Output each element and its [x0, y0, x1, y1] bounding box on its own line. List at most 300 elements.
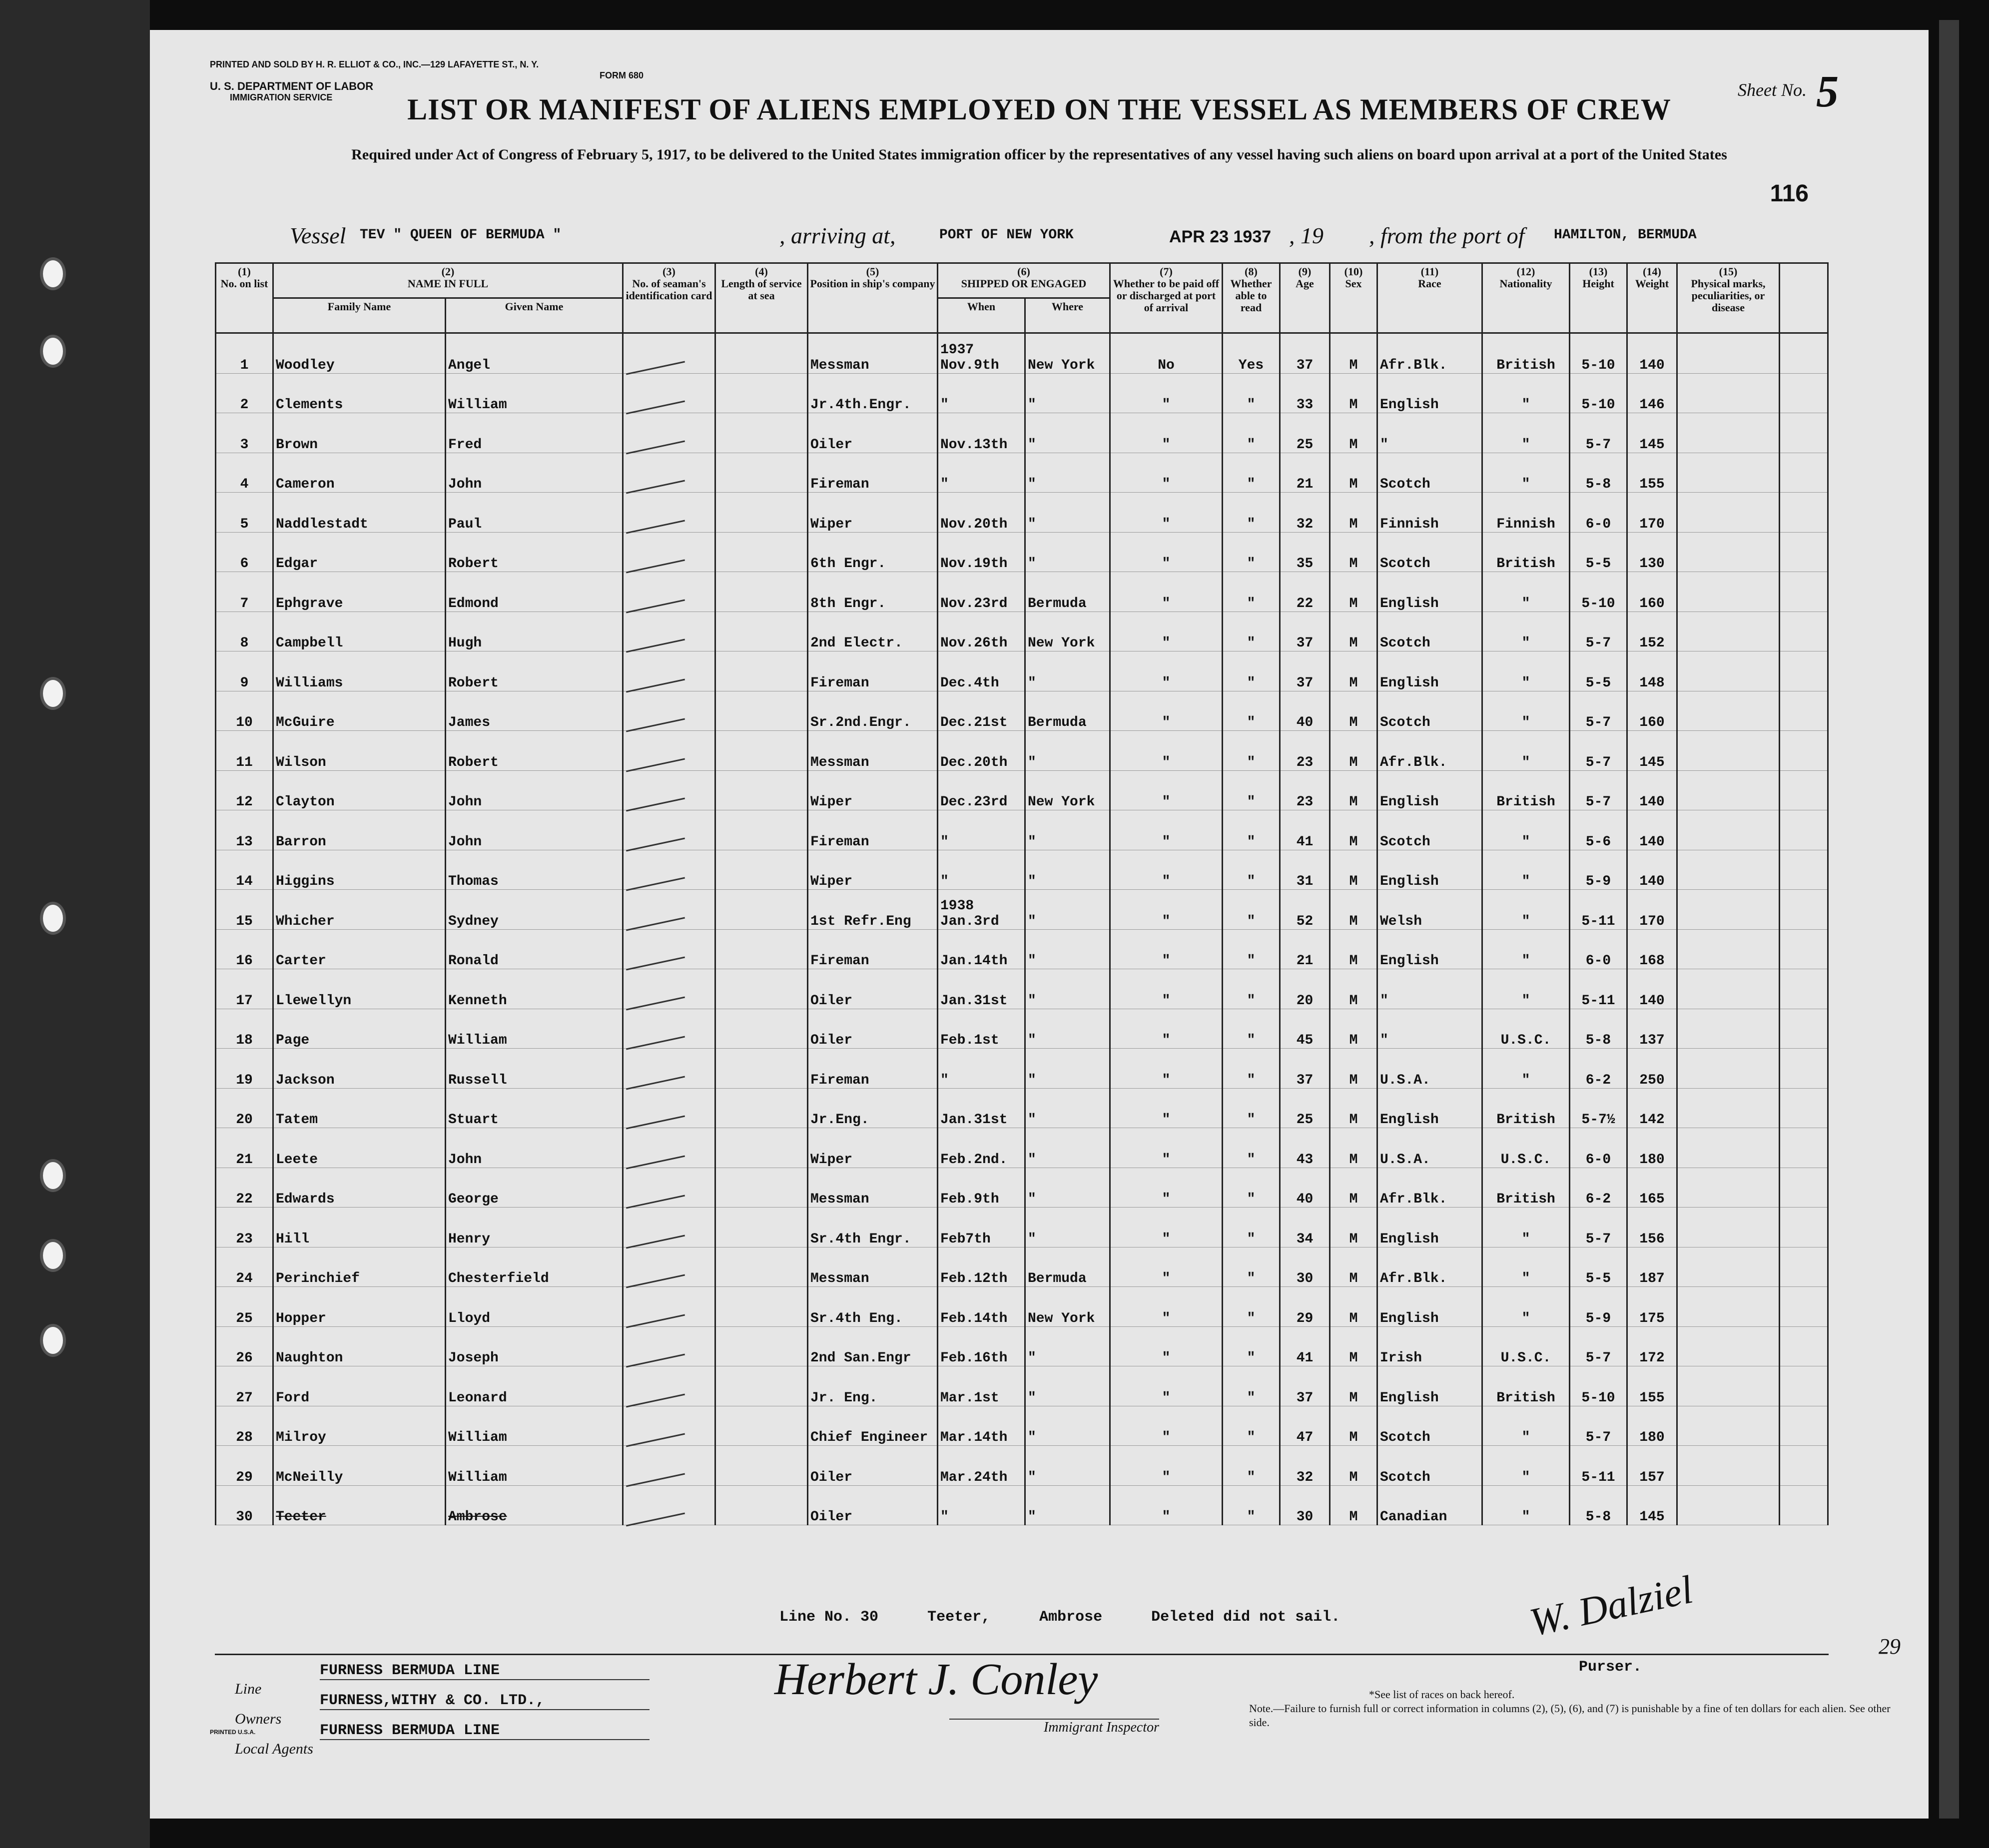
- shipped-when: [938, 929, 1025, 969]
- height: [1570, 1088, 1627, 1128]
- height-text: 5-9: [1585, 1310, 1611, 1326]
- row-number: [216, 929, 273, 969]
- owners-value: FURNESS,WITHY & CO. LTD.,: [320, 1692, 650, 1710]
- age-text: 52: [1296, 913, 1314, 929]
- family-name: [273, 1168, 446, 1208]
- nationality: [1482, 1366, 1570, 1406]
- height: [1570, 969, 1627, 1009]
- row-number: [216, 731, 273, 771]
- sex: [1330, 691, 1377, 731]
- given-name-text: Joseph: [448, 1350, 499, 1366]
- row-number: [216, 1326, 273, 1366]
- given-name: [446, 890, 623, 930]
- given-name: [446, 572, 623, 612]
- given-name: [446, 413, 623, 453]
- blank-cell: [1780, 1128, 1828, 1168]
- paid-off-text: ": [1162, 913, 1171, 929]
- shipped-when: [938, 1366, 1025, 1406]
- binder-hole: [40, 1239, 66, 1272]
- sex-text: M: [1349, 913, 1358, 929]
- physical-marks: [1677, 770, 1780, 810]
- nationality-text: ": [1521, 437, 1530, 453]
- shipped-when-text: Jan.14th: [940, 953, 1008, 969]
- shipped-when: [938, 810, 1025, 850]
- able-to-read: [1223, 1088, 1280, 1128]
- weight-text: 142: [1639, 1112, 1665, 1128]
- race: [1377, 1088, 1482, 1128]
- nationality-text: ": [1521, 635, 1530, 651]
- age-text: 31: [1296, 874, 1314, 889]
- shipped-where: [1025, 612, 1110, 651]
- shipped-when: [938, 1128, 1025, 1168]
- able-to-read: [1223, 969, 1280, 1009]
- nationality-text: ": [1521, 596, 1530, 612]
- position-text: Oiler: [810, 437, 853, 453]
- purser-signature: W. Dalziel: [1526, 1567, 1697, 1645]
- blank-cell: [1780, 532, 1828, 572]
- paid-off-text: ": [1162, 834, 1171, 850]
- sex-text: M: [1349, 516, 1358, 532]
- id-card-cell: [623, 1128, 715, 1168]
- given-name: [446, 1088, 623, 1128]
- blank-cell: [1780, 493, 1828, 533]
- row-number: [216, 333, 273, 374]
- card-check-mark: [626, 877, 685, 891]
- sex: [1330, 1128, 1377, 1168]
- weight: [1627, 969, 1677, 1009]
- physical-marks: [1677, 612, 1780, 651]
- nationality: [1482, 1247, 1570, 1287]
- shipped-when: [938, 1208, 1025, 1247]
- row-number: [216, 1088, 273, 1128]
- position: [808, 413, 938, 453]
- able-to-read: [1223, 413, 1280, 453]
- id-card-cell: [623, 1168, 715, 1208]
- nationality-text: ": [1521, 397, 1530, 413]
- height-text: 5-7: [1585, 715, 1611, 730]
- family-name-text: Hill: [276, 1231, 310, 1247]
- nationality-text: ": [1521, 1310, 1530, 1326]
- paid-off-text: ": [1162, 397, 1171, 413]
- shipped-when: [938, 1406, 1025, 1446]
- shipped-when-text: Mar.1st: [940, 1390, 999, 1406]
- race: [1377, 1247, 1482, 1287]
- shipped-where-text: ": [1028, 1033, 1036, 1048]
- sex-text: M: [1349, 357, 1358, 373]
- sex-text: M: [1349, 874, 1358, 889]
- blank-cell: [1780, 1247, 1828, 1287]
- shipped-when: [938, 1009, 1025, 1049]
- height: [1570, 1287, 1627, 1327]
- nationality: [1482, 770, 1570, 810]
- row-number-text: 18: [236, 1033, 253, 1048]
- able-to-read: [1223, 1287, 1280, 1327]
- weight: [1627, 1485, 1677, 1525]
- shipped-year: 1938: [940, 898, 974, 914]
- age: [1280, 770, 1330, 810]
- weight: [1627, 333, 1677, 374]
- nationality-text: ": [1521, 834, 1530, 850]
- family-name: [273, 850, 446, 890]
- col-blank-header: [1780, 263, 1828, 333]
- weight-text: 156: [1639, 1231, 1665, 1247]
- shipped-when: [938, 333, 1025, 374]
- position: [808, 1009, 938, 1049]
- age: [1280, 651, 1330, 691]
- inspector-label: Immigrant Inspector: [949, 1719, 1159, 1736]
- family-name: [273, 1088, 446, 1128]
- nationality-text: ": [1521, 874, 1530, 889]
- sex: [1330, 1406, 1377, 1446]
- family-name-text: Naughton: [276, 1350, 343, 1366]
- row-number: [216, 770, 273, 810]
- age-text: 37: [1296, 1072, 1314, 1088]
- deletion-text: Deleted did not sail.: [1151, 1609, 1340, 1626]
- able-to-read-text: ": [1247, 1112, 1256, 1128]
- service-cell: [715, 691, 808, 731]
- position-text: 6th Engr.: [810, 556, 886, 572]
- position-text: Fireman: [810, 1072, 869, 1088]
- paid-off-text: ": [1162, 1390, 1171, 1406]
- shipped-when-text: Dec.20th: [940, 754, 1008, 770]
- race-text: Scotch: [1380, 635, 1430, 651]
- family-name: [273, 1128, 446, 1168]
- shipped-where-text: Bermuda: [1028, 596, 1087, 612]
- binder-hole: [40, 1324, 66, 1357]
- position-text: Oiler: [810, 1469, 853, 1485]
- blank-cell: [1780, 810, 1828, 850]
- shipped-when-text: Feb.14th: [940, 1310, 1008, 1326]
- row-number-text: 1: [240, 357, 249, 373]
- col-shipped-header: (6) SHIPPED OR ENGAGED: [938, 263, 1110, 298]
- service-cell: [715, 1009, 808, 1049]
- position-text: Jr.Eng.: [810, 1112, 869, 1128]
- shipped-where-text: ": [1028, 675, 1036, 691]
- col-family-name-header: Family Name: [273, 298, 446, 333]
- age-text: 43: [1296, 1152, 1314, 1168]
- nationality: [1482, 1406, 1570, 1446]
- nationality-text: British: [1496, 556, 1555, 572]
- given-name-text: Robert: [448, 675, 499, 691]
- height: [1570, 850, 1627, 890]
- position: [808, 1326, 938, 1366]
- age-text: 29: [1296, 1310, 1314, 1326]
- paid-off: [1110, 373, 1223, 413]
- able-to-read: [1223, 612, 1280, 651]
- family-name-text: Wilson: [276, 754, 326, 770]
- age: [1280, 373, 1330, 413]
- shipped-when: [938, 691, 1025, 731]
- paid-off: [1110, 1485, 1223, 1525]
- penalty-note: Note.—Failure to furnish full or correct information in columns (2), (5), (6), and (7) is punishable by a fine of ten dollars for each alien. See other side.: [1249, 1702, 1891, 1729]
- family-name: [273, 770, 446, 810]
- able-to-read-text: ": [1247, 556, 1256, 572]
- height-text: 6-0: [1585, 516, 1611, 532]
- paid-off-text: ": [1162, 1509, 1171, 1525]
- service-cell: [715, 572, 808, 612]
- family-name: [273, 1287, 446, 1327]
- race: [1377, 1009, 1482, 1049]
- shipped-when-text: ": [940, 834, 949, 850]
- age: [1280, 413, 1330, 453]
- height: [1570, 572, 1627, 612]
- race-text: ": [1380, 993, 1388, 1009]
- binder-strip: [0, 0, 150, 1848]
- age: [1280, 612, 1330, 651]
- able-to-read: [1223, 731, 1280, 771]
- service-cell: [715, 493, 808, 533]
- nationality: [1482, 1009, 1570, 1049]
- given-name-text: Ronald: [448, 953, 499, 969]
- sex-text: M: [1349, 953, 1358, 969]
- race-text: English: [1380, 1310, 1439, 1326]
- shipped-when-text: Feb.1st: [940, 1033, 999, 1048]
- paid-off-text: ": [1162, 556, 1171, 572]
- col-read-header: (8) Whether able to read: [1223, 263, 1280, 333]
- physical-marks: [1677, 453, 1780, 493]
- able-to-read: [1223, 1406, 1280, 1446]
- sex: [1330, 493, 1377, 533]
- service-cell: [715, 1088, 808, 1128]
- paid-off: [1110, 1208, 1223, 1247]
- age: [1280, 333, 1330, 374]
- race: [1377, 612, 1482, 651]
- race: [1377, 572, 1482, 612]
- weight: [1627, 572, 1677, 612]
- physical-marks: [1677, 1009, 1780, 1049]
- row-number-text: 16: [236, 953, 253, 969]
- col-id-card-header: (3) No. of seaman's identification card: [623, 263, 715, 333]
- race-text: English: [1380, 675, 1439, 691]
- crew-manifest-table: [215, 262, 1829, 1574]
- sex-text: M: [1349, 754, 1358, 770]
- able-to-read-text: ": [1247, 516, 1256, 532]
- age: [1280, 572, 1330, 612]
- card-check-mark: [626, 1314, 685, 1328]
- shipped-when-text: Nov.19th: [940, 556, 1008, 572]
- race: [1377, 453, 1482, 493]
- race-text: Scotch: [1380, 556, 1430, 572]
- binder-hole: [40, 335, 66, 368]
- deletion-line-number: Line No. 30: [779, 1609, 879, 1626]
- position: [808, 810, 938, 850]
- given-name: [446, 929, 623, 969]
- shipped-where-text: ": [1028, 1231, 1036, 1247]
- shipped-where-text: New York: [1028, 1310, 1095, 1326]
- sex-text: M: [1349, 1072, 1358, 1088]
- nationality-text: ": [1521, 754, 1530, 770]
- able-to-read: [1223, 373, 1280, 413]
- line-owners-agents: [235, 1656, 545, 1764]
- family-name: [273, 612, 446, 651]
- col-service-header: (4) Length of service at sea: [715, 263, 808, 333]
- age-text: 37: [1296, 635, 1314, 651]
- page-subtitle: Required under Act of Congress of February 5, 1917, to be delivered to the United States immigration officer by the representatives of any vessel having such aliens on board upon arrival at a port of the United States: [351, 146, 1727, 163]
- id-card-cell: [623, 1446, 715, 1486]
- col-given-name-header: Given Name: [446, 298, 623, 333]
- able-to-read: [1223, 850, 1280, 890]
- service-cell: [715, 1128, 808, 1168]
- sex: [1330, 731, 1377, 771]
- shipped-when: [938, 373, 1025, 413]
- position-text: Oiler: [810, 1509, 853, 1525]
- race: [1377, 1128, 1482, 1168]
- position-text: Fireman: [810, 834, 869, 850]
- weight: [1627, 493, 1677, 533]
- able-to-read-text: ": [1247, 794, 1256, 810]
- row-number: [216, 572, 273, 612]
- shipped-when-text: Nov.20th: [940, 516, 1008, 532]
- race-text: Irish: [1380, 1350, 1422, 1366]
- row-number-text: 7: [240, 596, 249, 612]
- given-name: [446, 1485, 623, 1525]
- row-number: [216, 493, 273, 533]
- race-text: ": [1380, 437, 1388, 453]
- able-to-read-text: ": [1247, 1469, 1256, 1485]
- race-text: U.S.A.: [1380, 1152, 1430, 1168]
- physical-marks: [1677, 1366, 1780, 1406]
- row-number-text: 27: [236, 1390, 253, 1406]
- weight-text: 140: [1639, 874, 1665, 889]
- given-name: [446, 493, 623, 533]
- able-to-read-text: ": [1247, 635, 1256, 651]
- shipped-where-text: ": [1028, 993, 1036, 1009]
- shipped-when: [938, 1247, 1025, 1287]
- paid-off-text: ": [1162, 953, 1171, 969]
- able-to-read: [1223, 691, 1280, 731]
- able-to-read-text: ": [1247, 1192, 1256, 1207]
- shipped-when-text: Jan.31st: [940, 1112, 1008, 1128]
- blank-cell: [1780, 413, 1828, 453]
- shipped-when: [938, 969, 1025, 1009]
- card-check-mark: [626, 917, 685, 931]
- able-to-read-text: ": [1247, 874, 1256, 889]
- height-text: 5-7: [1585, 635, 1611, 651]
- shipped-when: [938, 493, 1025, 533]
- physical-marks: [1677, 890, 1780, 930]
- shipped-when: [938, 572, 1025, 612]
- col-position-header: (5) Position in ship's company: [808, 263, 938, 333]
- weight-text: 137: [1639, 1033, 1665, 1048]
- table-row: [216, 1168, 1828, 1208]
- physical-marks: [1677, 1168, 1780, 1208]
- blank-cell: [1780, 850, 1828, 890]
- weight-text: 187: [1639, 1271, 1665, 1286]
- given-name-text: John: [448, 834, 482, 850]
- weight: [1627, 1128, 1677, 1168]
- given-name: [446, 691, 623, 731]
- arrival-port: PORT OF NEW YORK: [939, 227, 1074, 243]
- service-cell: [715, 770, 808, 810]
- able-to-read-text: ": [1247, 953, 1256, 969]
- weight-text: 165: [1639, 1192, 1665, 1207]
- family-name-text: Whicher: [276, 913, 335, 929]
- physical-marks: [1677, 1406, 1780, 1446]
- paid-off-text: ": [1162, 1033, 1171, 1048]
- table-row: [216, 1326, 1828, 1366]
- service-cell: [715, 1168, 808, 1208]
- race-text: English: [1380, 1112, 1439, 1128]
- height: [1570, 770, 1627, 810]
- nationality: [1482, 1128, 1570, 1168]
- family-name: [273, 731, 446, 771]
- given-name-text: Robert: [448, 754, 499, 770]
- shipped-when-text: Dec.4th: [940, 675, 999, 691]
- sex-text: M: [1349, 715, 1358, 730]
- nationality: [1482, 1168, 1570, 1208]
- shipped-where-text: New York: [1028, 357, 1095, 373]
- given-name: [446, 1366, 623, 1406]
- given-name-text: John: [448, 477, 482, 492]
- given-name: [446, 532, 623, 572]
- shipped-when-text: Feb.9th: [940, 1192, 999, 1207]
- able-to-read-text: ": [1247, 715, 1256, 730]
- family-name-text: Tatem: [276, 1112, 318, 1128]
- paid-off-text: ": [1162, 1072, 1171, 1088]
- shipped-where: [1025, 1088, 1110, 1128]
- height-text: 5-7: [1585, 437, 1611, 453]
- age-text: 45: [1296, 1033, 1314, 1048]
- owners-label: Owners: [235, 1711, 282, 1727]
- age: [1280, 1287, 1330, 1327]
- blank-cell: [1780, 1485, 1828, 1525]
- family-name: [273, 1247, 446, 1287]
- able-to-read: [1223, 1128, 1280, 1168]
- paid-off: [1110, 333, 1223, 374]
- given-name: [446, 1287, 623, 1327]
- race-text: Scotch: [1380, 1469, 1430, 1485]
- service-cell: [715, 969, 808, 1009]
- family-name-text: Naddlestadt: [276, 516, 368, 532]
- tally-count: 29: [1879, 1634, 1901, 1659]
- race: [1377, 1287, 1482, 1327]
- family-name-text: Ephgrave: [276, 596, 343, 612]
- card-check-mark: [626, 520, 685, 534]
- service-cell: [715, 1366, 808, 1406]
- age-text: 20: [1296, 993, 1314, 1009]
- service-cell: [715, 1406, 808, 1446]
- col-name-header: (2) NAME IN FULL: [273, 263, 623, 298]
- row-number-text: 21: [236, 1152, 253, 1168]
- row-number-text: 15: [236, 913, 253, 929]
- paid-off-text: ": [1162, 1469, 1171, 1485]
- shipped-where: [1025, 333, 1110, 374]
- row-number-text: 30: [236, 1509, 253, 1525]
- age-text: 40: [1296, 715, 1314, 730]
- shipped-when: [938, 850, 1025, 890]
- sex: [1330, 1247, 1377, 1287]
- age: [1280, 1326, 1330, 1366]
- nationality: [1482, 1208, 1570, 1247]
- blank-cell: [1780, 333, 1828, 374]
- position-text: 8th Engr.: [810, 596, 886, 612]
- shipped-where-text: ": [1028, 1192, 1036, 1207]
- table-row: [216, 731, 1828, 771]
- paid-off-text: ": [1162, 1112, 1171, 1128]
- family-name: [273, 1446, 446, 1486]
- id-card-cell: [623, 1208, 715, 1247]
- row-number: [216, 1366, 273, 1406]
- shipped-where-text: ": [1028, 1350, 1036, 1366]
- paid-off: [1110, 532, 1223, 572]
- shipped-when-text: Jan.31st: [940, 993, 1008, 1009]
- position: [808, 1168, 938, 1208]
- given-name-text: Edmond: [448, 596, 499, 612]
- position: [808, 453, 938, 493]
- given-name: [446, 612, 623, 651]
- nationality: [1482, 413, 1570, 453]
- height: [1570, 929, 1627, 969]
